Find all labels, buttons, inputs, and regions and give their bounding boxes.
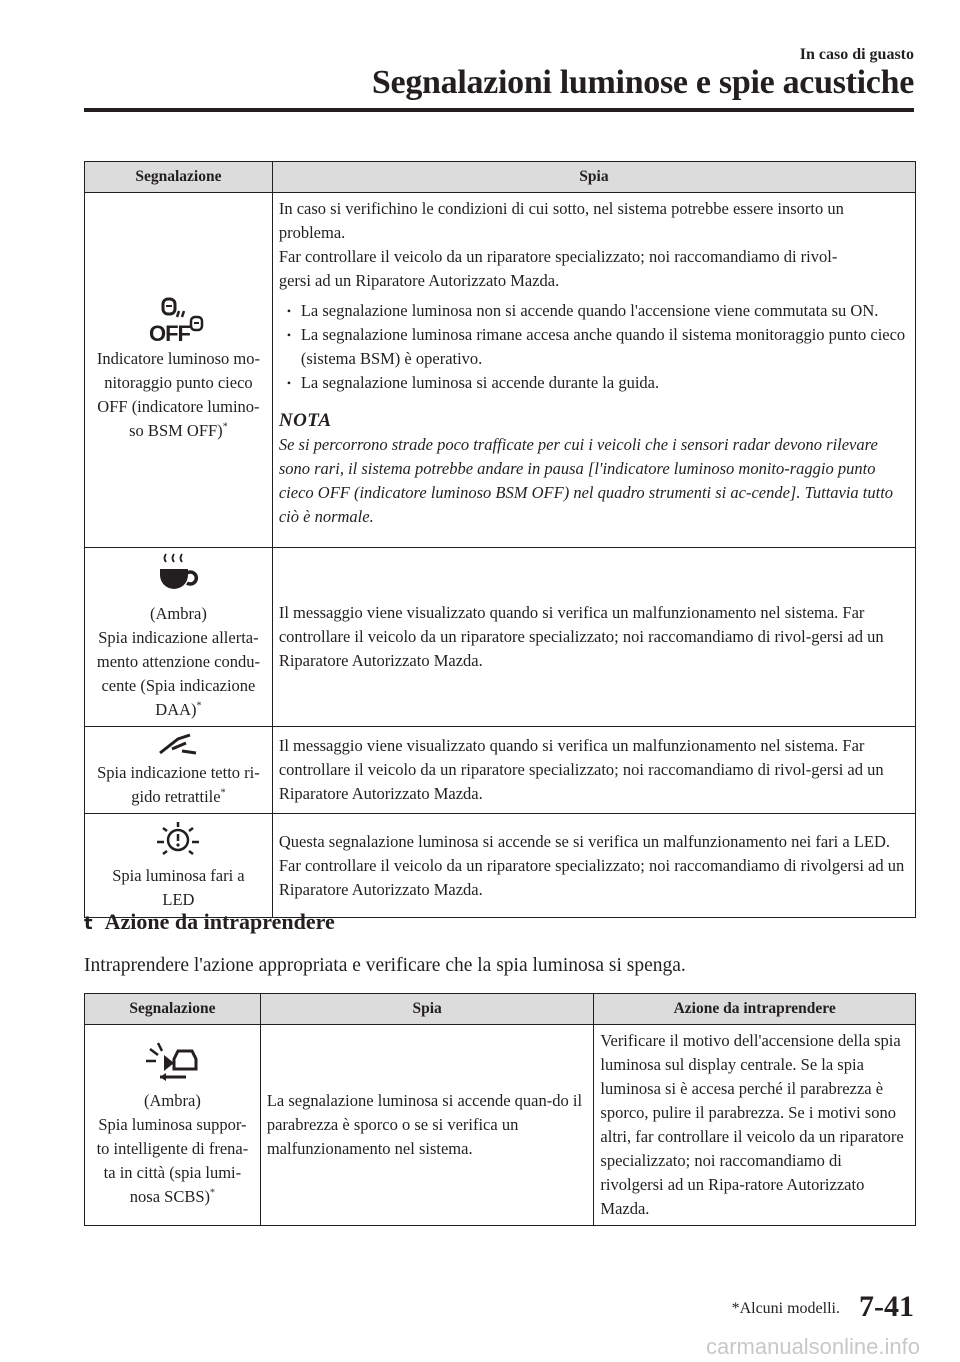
- column-header: Segnalazione: [85, 162, 273, 193]
- signal-label: Spia luminosa fari a LED: [112, 865, 245, 909]
- spia-cell: Il messaggio viene visualizzato quando si verifica un malfunzionamento nel sistema. Far controllare il veicolo da un riparatore specializzato; noi raccomandiamo di rivol-gersi ad un Riparatore Autorizzato Mazda.: [272, 727, 915, 814]
- led-headlight-warning-icon: [153, 820, 203, 860]
- scbs-warning-icon: [142, 1041, 202, 1085]
- section-marker: t: [84, 913, 93, 934]
- signal-label: Spia indicazione tetto ri- gido retrattile*: [97, 763, 260, 806]
- table-row: [85, 548, 916, 727]
- column-header: Azione da intraprendere: [594, 994, 916, 1025]
- description: In caso si verifichino le condizioni di cui sotto, nel sistema potrebbe essere insorto un problema. Far controllare il veicolo da un riparatore specializzato; noi raccomandiamo di rivol- gersi ad un Riparatore Autorizzato Mazda.: [278, 199, 844, 290]
- header-rule: [84, 108, 914, 112]
- table-header-row: [85, 994, 916, 1025]
- column-header: Spia: [272, 162, 915, 193]
- list-item: • La segnalazione luminosa non si accende quando l'accensione viene commutata su ON.: [301, 299, 909, 323]
- retractable-roof-icon: [156, 731, 200, 757]
- svg-text:OFF: OFF: [149, 321, 191, 343]
- table-row: [85, 727, 916, 814]
- table-row: [85, 1025, 916, 1226]
- table-row: [85, 193, 916, 548]
- signal-cell: [85, 548, 273, 727]
- signal-cell: [85, 193, 273, 548]
- footnote: *Alcuni modelli.: [731, 1300, 840, 1317]
- section-intro: Intraprendere l'azione appropriata e verificare che la spia luminosa si spenga.: [84, 955, 686, 976]
- spia-cell: La segnalazione luminosa si accende quan-do il parabrezza è sporco o se si verifica un malfunzionamento nel sistema.: [260, 1025, 594, 1226]
- condition-list: [279, 299, 909, 395]
- nota-heading: NOTA: [278, 410, 332, 431]
- watermark: carmanualsonline.info: [705, 1334, 920, 1359]
- signal-cell: [85, 727, 273, 814]
- signal-label: (Ambra) Spia indicazione allerta- mento attenzione condu- cente (Spia indicazione DAA)*: [96, 604, 260, 719]
- action-cell: Verificare il motivo dell'accensione della spia luminosa sul display centrale. Se la spia luminosa si è accesa perché il parabrezza è sporco, pulire il parabrezza. Se i motivi sono altri, far controllare il veicolo da un riparatore specializzato; noi raccomandiamo di rivolgersi ad un Ripa-ratore Autorizzato Mazda.: [594, 1025, 916, 1226]
- spia-cell: [272, 193, 915, 548]
- spia-cell: Questa segnalazione luminosa si accende se si verifica un malfunzionamento nei fari a LED. Far controllare il veicolo da un riparatore specializzato; noi raccomandiamo di rivolgersi ad un Riparatore Autorizzato Mazda.: [272, 814, 915, 918]
- signal-label: (Ambra) Spia luminosa suppor- to intelligente di frena- ta in città (spia lumi- nosa SCBS)*: [96, 1091, 249, 1206]
- bsm-off-icon: [147, 297, 209, 343]
- coffee-cup-icon: [154, 552, 202, 598]
- signal-label: Indicatore luminoso mo- nitoraggio punto cieco OFF (indicatore lumino- so BSM OFF)*: [96, 349, 260, 440]
- signal-cell: [85, 814, 273, 918]
- table-header-row: [85, 162, 916, 193]
- column-header: Segnalazione: [85, 994, 261, 1025]
- column-header: Spia: [260, 994, 594, 1025]
- page-number: 7-41: [859, 1290, 914, 1323]
- list-item: • La segnalazione luminosa si accende durante la guida.: [301, 371, 909, 395]
- action-table: [84, 993, 916, 1226]
- warning-table: [84, 161, 916, 918]
- table-row: [85, 814, 916, 918]
- section-heading: t Azione da intraprendere: [84, 909, 335, 934]
- chapter-label: In caso di guasto: [799, 46, 914, 63]
- signal-cell: [85, 1025, 261, 1226]
- page-title: Segnalazioni luminose e spie acustiche: [371, 64, 914, 101]
- list-item: • La segnalazione luminosa rimane accesa anche quando il sistema monitoraggio punto cieco (sistema BSM) è operativo.: [301, 323, 909, 371]
- spia-cell: Il messaggio viene visualizzato quando si verifica un malfunzionamento nel sistema. Far controllare il veicolo da un riparatore specializzato; noi raccomandiamo di rivol-gersi ad un Riparatore Autorizzato Mazda.: [272, 548, 915, 727]
- nota-text: Se si percorrono strade poco trafficate per cui i veicoli che i sensori radar devono rilevare sono rari, il sistema potrebbe andare in pausa [l'indicatore luminoso monito-raggio punto cieco OFF (indicatore luminoso BSM OFF) nel quadro strumenti si ac-cende]. Tuttavia tutto ciò è normale.: [278, 435, 894, 526]
